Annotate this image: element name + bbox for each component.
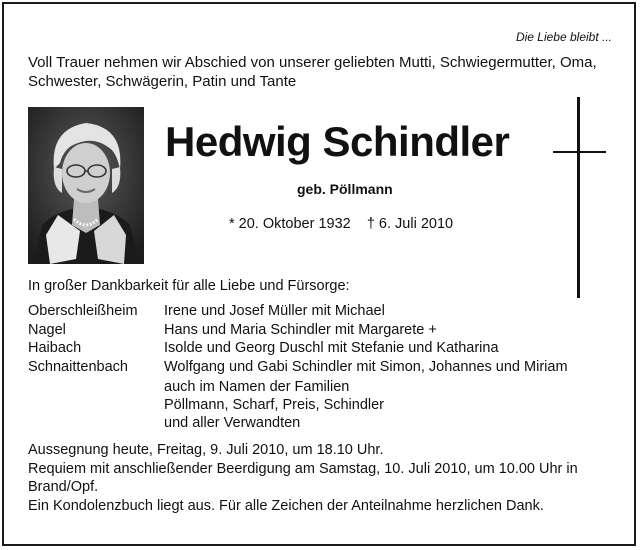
mourner-row	[28, 321, 608, 340]
portrait-photo	[28, 107, 144, 264]
families-block	[164, 378, 384, 432]
cross-bar	[553, 151, 606, 153]
service-info	[28, 441, 623, 515]
life-dates: * 20. Oktober 1932 † 6. Juli 2010	[229, 216, 454, 232]
service-line: Requiem mit anschließender Beerdigung am Samstag, 10. Juli 2010, um 10.00 Uhr in Brand/Opf.	[28, 460, 578, 495]
deceased-name: Hedwig Schindler	[165, 118, 510, 165]
mourner-row	[28, 339, 608, 358]
mourner-place: Oberschleißheim	[28, 303, 138, 319]
service-line: Aussegnung heute, Freitag, 9. Juli 2010, um 18.10 Uhr.	[28, 442, 384, 458]
tagline: Die Liebe bleibt ...	[515, 30, 612, 44]
mourner-names: Isolde und Georg Duschl mit Stefanie und Katharina	[164, 340, 499, 356]
mourner-place: Haibach	[28, 340, 82, 356]
mourner-place: Schnaittenbach	[28, 358, 128, 375]
families-line: und aller Verwandten	[164, 415, 301, 431]
service-line: Ein Kondolenzbuch liegt aus. Für alle Zeichen der Anteilnahme herzlichen Dank.	[28, 497, 544, 514]
thanks-line: In großer Dankbarkeit für alle Liebe und Fürsorge:	[28, 278, 350, 294]
mourner-place: Nagel	[28, 321, 66, 338]
mourner-names: Hans und Maria Schindler mit Margarete +	[164, 321, 437, 338]
portrait-photo-icon	[28, 107, 144, 264]
maiden-name: geb. Pöllmann	[297, 181, 393, 197]
intro-text: Voll Trauer nehmen wir Abschied von unserer geliebten Mutti, Schwiegermutter, Oma, Schwester, Schwägerin, Patin und Tante	[28, 54, 597, 90]
families-line: Pöllmann, Scharf, Preis, Schindler	[164, 397, 385, 413]
mourner-row	[28, 302, 608, 321]
mourners-list	[28, 302, 608, 376]
families-line: auch im Namen der Familien	[164, 379, 350, 395]
mourner-names: Irene und Josef Müller mit Michael	[164, 303, 385, 319]
mourner-row	[28, 358, 608, 377]
cross-icon	[577, 97, 580, 298]
mourner-names: Wolfgang und Gabi Schindler mit Simon, Johannes und Miriam	[164, 358, 568, 375]
